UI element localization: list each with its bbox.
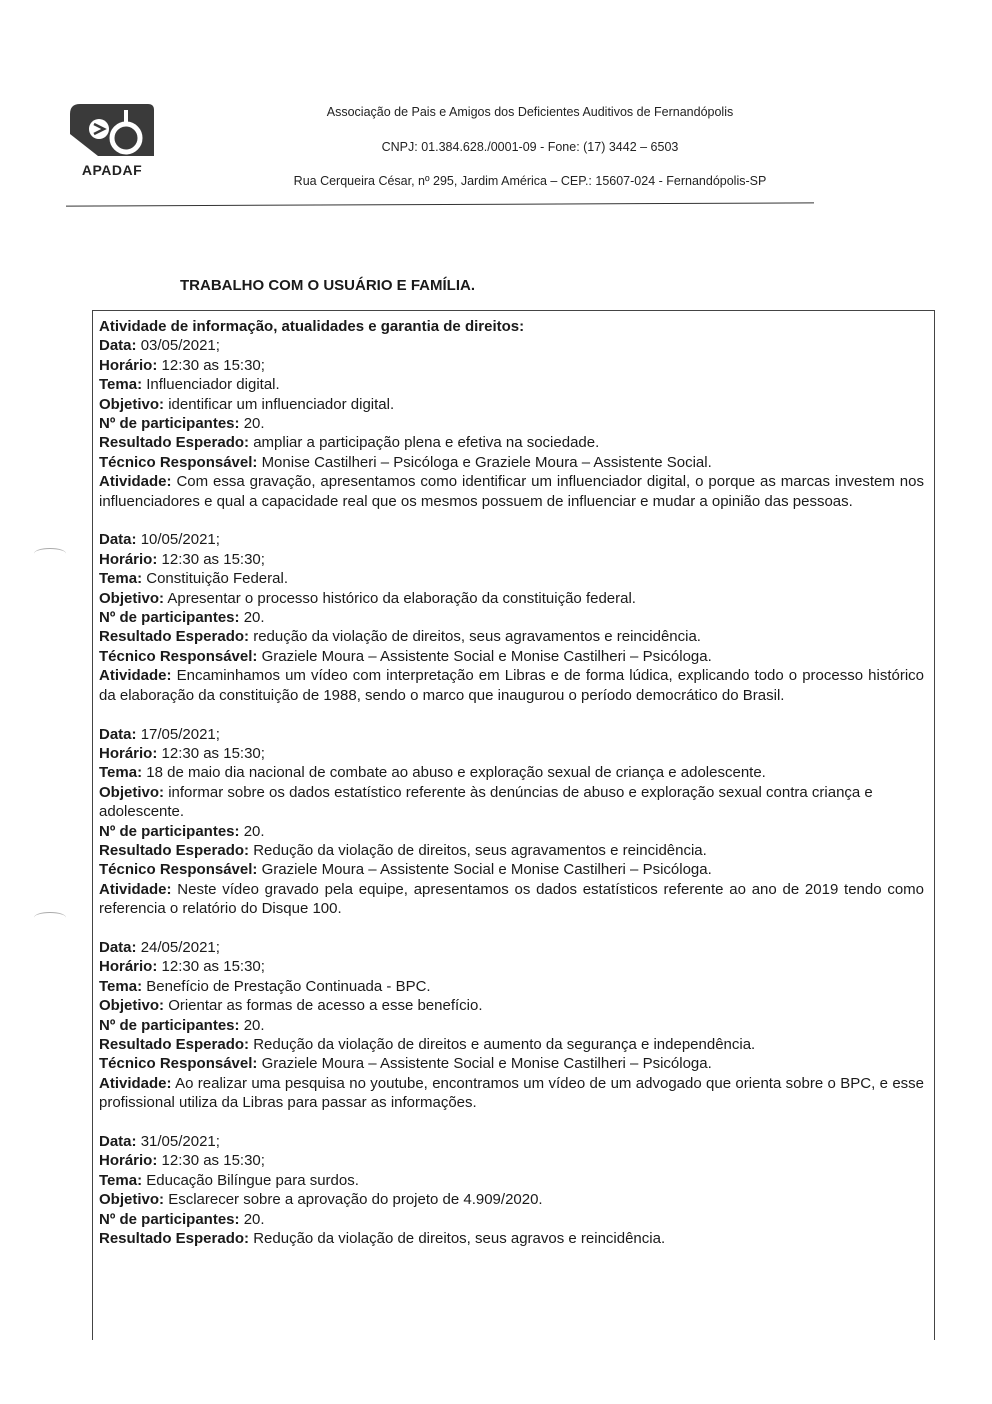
- entry-tecnico-value: Graziele Moura – Assistente Social e Monise Castilheri – Psicóloga.: [261, 1055, 712, 1073]
- entry-data-label: Data:: [99, 938, 137, 956]
- entry-participantes-value: 20.: [243, 1210, 265, 1228]
- entry-atividade-label: Atividade:: [99, 1074, 172, 1092]
- entry-objetivo-value: identificar um influenciador digital.: [168, 395, 395, 413]
- entry-data-label: Data:: [99, 725, 137, 743]
- cnpj-phone: CNPJ: 01.384.628./0001-09 - Fone: (17) 3442 – 6503: [381, 140, 679, 154]
- entry-horario-line: [99, 957, 924, 976]
- entry-horario-label: Horário:: [99, 744, 158, 762]
- entry-resultado-value: Redução da violação de direitos, seus agravamentos e reincidência.: [253, 841, 707, 859]
- entry-resultado-line: [99, 1229, 924, 1248]
- entry-tema-label: Tema:: [99, 977, 143, 995]
- entry-tema-label: Tema:: [99, 376, 143, 394]
- entry-horario-line: [99, 744, 924, 763]
- entry-atividade-value: Ao realizar uma pesquisa no youtube, encontramos um vídeo de um advogado que orienta sobre o BPC, e esse profissional utiliza da Libras para passar as informações.: [99, 1074, 925, 1112]
- entry-resultado-value: ampliar a participação plena e efetiva na sociedade.: [253, 434, 600, 452]
- entry-atividade-line: [99, 666, 924, 705]
- entry-resultado-label: Resultado Esperado:: [99, 1035, 250, 1053]
- logo-text: APADAF: [81, 162, 143, 178]
- entry-tema-line: [99, 569, 924, 588]
- entry-objetivo-line: [99, 1190, 924, 1209]
- entry-data-value: 03/05/2021;: [140, 337, 220, 355]
- logo-emblem-icon: [66, 100, 158, 160]
- entry-data-line: [99, 725, 924, 744]
- entry-horario-label: Horário:: [99, 958, 158, 976]
- entry-participantes-value: 20.: [243, 609, 265, 627]
- entry-tecnico-label: Técnico Responsável:: [99, 1055, 258, 1073]
- entry-tema-line: [99, 1171, 924, 1190]
- entry-resultado-value: redução da violação de direitos, seus agravamentos e reincidência.: [253, 628, 701, 646]
- entry-participantes-label: Nº de participantes:: [99, 415, 240, 433]
- scan-edge-mark: [34, 548, 66, 559]
- entry-horario-line: [99, 1151, 924, 1170]
- entry-data-value: 10/05/2021;: [140, 531, 220, 549]
- entry-data-value: 31/05/2021;: [140, 1133, 220, 1150]
- entry-tema-value: Constituição Federal.: [146, 570, 288, 588]
- activity-entry: [99, 1132, 924, 1248]
- entry-participantes-label: Nº de participantes:: [99, 1016, 240, 1034]
- activity-entry: [99, 530, 924, 705]
- header-divider: [66, 202, 814, 206]
- entry-participantes-value: 20.: [243, 1016, 265, 1034]
- entry-horario-line: [99, 356, 924, 375]
- entry-objetivo-value: Apresentar o processo histórico da elaboração da constituição federal.: [167, 589, 636, 607]
- entry-atividade-value: Encaminhamos um vídeo com interpretação em Libras e de forma lúdica, explicando todo o processo histórico da elaboração da constituição de 1988, sendo o marco que inaugurou o período democrático do Brasil.: [99, 667, 925, 704]
- entry-data-label: Data:: [99, 337, 137, 355]
- entry-participantes-line: [99, 1016, 924, 1035]
- entry-participantes-line: [99, 414, 924, 433]
- entry-horario-value: 12:30 as 15:30;: [161, 356, 265, 374]
- entry-resultado-label: Resultado Esperado:: [99, 1230, 250, 1248]
- entry-participantes-label: Nº de participantes:: [99, 609, 240, 627]
- scan-edge-mark: [34, 912, 66, 923]
- entry-objetivo-label: Objetivo:: [99, 589, 165, 607]
- entry-participantes-value: 20.: [243, 415, 265, 433]
- entry-objetivo-line: [99, 996, 924, 1015]
- entry-data-line: [99, 530, 924, 549]
- entry-horario-value: 12:30 as 15:30;: [161, 550, 265, 568]
- entry-atividade-line: [99, 880, 924, 919]
- entry-resultado-label: Resultado Esperado:: [99, 841, 250, 859]
- entry-resultado-value: Redução da violação de direitos, seus agravos e reincidência.: [253, 1230, 666, 1248]
- entry-tema-line: [99, 977, 924, 996]
- entry-tecnico-line: [99, 453, 924, 472]
- entry-atividade-label: Atividade:: [99, 880, 172, 898]
- entry-tema-value: 18 de maio dia nacional de combate ao abuso e exploração sexual de criança e adolescente.: [146, 764, 766, 782]
- entry-data-label: Data:: [99, 1133, 137, 1150]
- entry-resultado-line: [99, 841, 924, 860]
- entry-participantes-label: Nº de participantes:: [99, 1210, 240, 1228]
- entry-objetivo-value: Orientar as formas de acesso a esse benefício.: [168, 997, 483, 1015]
- address: Rua Cerqueira César, nº 295, Jardim América – CEP.: 15607-024 - Fernandópolis-SP: [293, 174, 767, 188]
- entry-horario-line: [99, 550, 924, 569]
- entry-tecnico-line: [99, 1054, 924, 1073]
- entry-resultado-value: Redução da violação de direitos e aumento da segurança e independência.: [253, 1035, 756, 1053]
- entry-participantes-line: [99, 1210, 924, 1229]
- entry-resultado-line: [99, 433, 924, 452]
- entry-tecnico-line: [99, 647, 924, 666]
- entry-horario-label: Horário:: [99, 550, 158, 568]
- entry-participantes-line: [99, 608, 924, 627]
- entry-objetivo-label: Objetivo:: [99, 1191, 165, 1209]
- entry-objetivo-label: Objetivo:: [99, 783, 165, 801]
- section-title: TRABALHO COM O USUÁRIO E FAMÍLIA.: [180, 277, 475, 294]
- activity-entry: [99, 725, 924, 919]
- organization-name: Associação de Pais e Amigos dos Deficientes Auditivos de Fernandópolis: [326, 105, 734, 119]
- entry-tema-value: Educação Bilíngue para surdos.: [146, 1171, 359, 1189]
- entry-atividade-line: [99, 472, 924, 511]
- entry-objetivo-line: [99, 395, 924, 414]
- entry-tecnico-value: Graziele Moura – Assistente Social e Monise Castilheri – Psicóloga.: [261, 861, 712, 879]
- activity-entry: [99, 336, 924, 511]
- entry-atividade-label: Atividade:: [99, 667, 172, 685]
- entry-data-line: [99, 938, 924, 957]
- entry-horario-value: 12:30 as 15:30;: [161, 744, 265, 762]
- entry-participantes-line: [99, 822, 924, 841]
- entry-participantes-value: 20.: [243, 822, 265, 840]
- entry-tecnico-value: Monise Castilheri – Psicóloga e Graziele Moura – Assistente Social.: [261, 453, 712, 471]
- entry-tema-value: Benefício de Prestação Continuada - BPC.: [146, 977, 431, 995]
- entry-tecnico-label: Técnico Responsável:: [99, 453, 258, 471]
- entry-horario-value: 12:30 as 15:30;: [161, 958, 265, 976]
- entry-tema-line: [99, 375, 924, 394]
- entry-data-value: 17/05/2021;: [140, 725, 220, 743]
- entry-horario-value: 12:30 as 15:30;: [161, 1152, 265, 1170]
- entry-data-value: 24/05/2021;: [140, 938, 220, 956]
- entry-tecnico-value: Graziele Moura – Assistente Social e Monise Castilheri – Psicóloga.: [261, 647, 712, 665]
- activity-entry: [99, 938, 924, 1113]
- entry-data-line: [99, 336, 924, 355]
- entry-tema-value: Influenciador digital.: [146, 376, 280, 394]
- entry-tecnico-label: Técnico Responsável:: [99, 647, 258, 665]
- entry-resultado-label: Resultado Esperado:: [99, 628, 250, 646]
- entry-participantes-label: Nº de participantes:: [99, 822, 240, 840]
- entry-objetivo-line: [99, 783, 924, 822]
- entry-tema-line: [99, 763, 924, 782]
- entry-atividade-label: Atividade:: [99, 473, 172, 491]
- entry-atividade-value: Neste vídeo gravado pela equipe, apresentamos os dados estatísticos referente ao ano de 2019 tendo como referencia o relatório do Disque 100.: [99, 880, 925, 918]
- entry-tecnico-label: Técnico Responsável:: [99, 861, 258, 879]
- entry-resultado-label: Resultado Esperado:: [99, 434, 250, 452]
- entry-objetivo-line: [99, 589, 924, 608]
- entry-tecnico-line: [99, 860, 924, 879]
- entry-objetivo-label: Objetivo:: [99, 395, 165, 413]
- entry-resultado-line: [99, 627, 924, 646]
- entry-horario-label: Horário:: [99, 356, 158, 374]
- entry-horario-label: Horário:: [99, 1152, 158, 1170]
- entry-resultado-line: [99, 1035, 924, 1054]
- entry-atividade-value: Com essa gravação, apresentamos como identificar um influenciador digital, o porque as marcas investem nos influenciadores e qual a capacidade real que os mesmos possuem de influenciar e mudar a opinião das pessoas.: [99, 473, 924, 510]
- box-title: Atividade de informação, atualidades e garantia de direitos:: [99, 318, 525, 335]
- entry-data-line: [99, 1132, 924, 1151]
- entry-objetivo-value: Esclarecer sobre a aprovação do projeto de 4.909/2020.: [168, 1191, 543, 1209]
- apadaf-logo: [66, 100, 158, 178]
- entry-tema-label: Tema:: [99, 764, 143, 782]
- entry-atividade-line: [99, 1074, 924, 1113]
- activities-box: [92, 310, 935, 1340]
- entry-tema-label: Tema:: [99, 570, 143, 588]
- entry-objetivo-value: informar sobre os dados estatístico referente às denúncias de abuso e exploração sexual contra criança e adolescente.: [99, 783, 873, 821]
- entry-objetivo-label: Objetivo:: [99, 997, 165, 1015]
- entry-data-label: Data:: [99, 531, 137, 549]
- entry-tema-label: Tema:: [99, 1171, 143, 1189]
